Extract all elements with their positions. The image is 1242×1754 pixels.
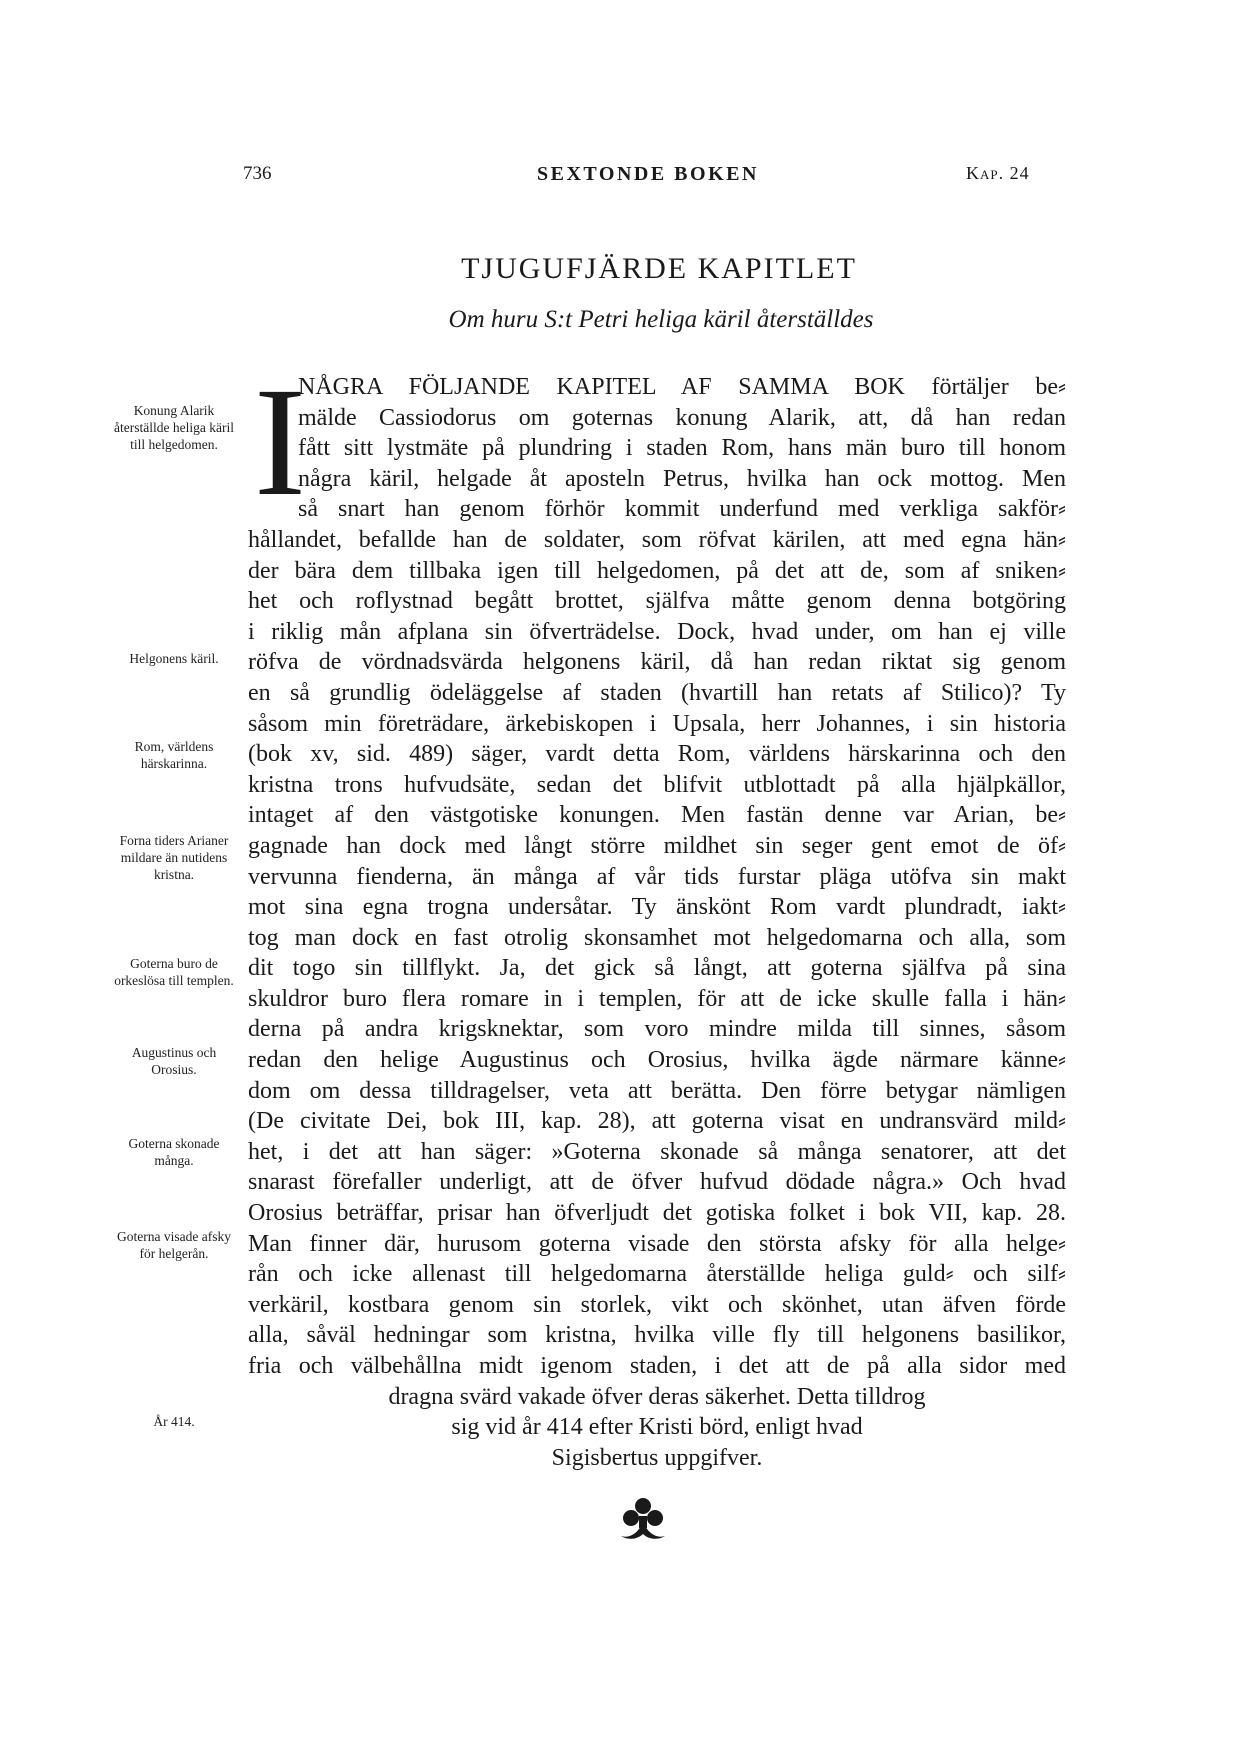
text-line: röfva de vördnadsvärda helgonens käril, då han redan riktat sig genom [248,649,1066,676]
text-line: kristna trons hufvudsäte, sedan det blifvit utblottadt på alla hjälpkällor, [248,771,1066,798]
text-line: snarast förefaller underligt, att de öfver hufvud dödade några.» Och hvad [248,1169,1066,1196]
text-line: het, i det att han säger: »Goterna skonade så många senatorer, att det [248,1138,1066,1165]
margin-note: Forna tiders Arianer mildare än nutidens kristna. [119,833,229,882]
text-line: derna på andra krigsknektar, som voro mindre milda till sinnes, såsom [248,1016,1066,1043]
text-line: het och roflystnad begått brottet, själfva måtte genom denna botgöring [248,588,1066,615]
text-line: en så grundlig ödeläggelse af staden (hvartill han retats af Stilico)? Ty [248,679,1066,706]
text-line: Man finner där, hurusom goterna visade den största afsky för alla helge⸗ [248,1230,1066,1257]
book-title: SEXTONDE BOKEN [537,163,759,185]
text-line: alla, såväl hedningar som kristna, hvilka ville fly till helgonens basilikor, [248,1322,1066,1349]
margin-note: År 414. [153,1414,195,1429]
margin-note: Goterna buro de orkeslösa till templen. [114,956,234,988]
text-line: i riklig mån afplana sin öfverträdelse. Dock, hvad under, om han ej ville [248,618,1066,645]
text-line: såsom min företrädare, ärkebiskopen i Upsala, herr Johannes, i sin historia [248,710,1066,737]
text-line: skuldror buro flera romare in i templen, för att de icke skulle falla i hän⸗ [248,985,1066,1012]
text-line: vervunna fienderna, än många af vår tids furstar pläga utöfva sin makt [248,863,1066,890]
fleuron-ornament-icon [617,1494,669,1546]
text-line: der bära dem tillbaka igen till helgedomen, på det att de, som af sniken⸗ [248,557,1066,584]
text-line: mot sina egna trogna undersåtar. Ty änskönt Rom vardt plundradt, iakt⸗ [248,894,1066,921]
drop-cap: I [254,355,306,528]
text-line: några käril, helgade åt aposteln Petrus, hvilka han ock mottog. Men [298,465,1066,492]
text-line: verkäril, kostbara genom sin storlek, vikt och skönhet, utan äfven förde [248,1291,1066,1318]
text-line: dit togo sin tillflykt. Ja, det gick så långt, att goterna själfva på sina [248,955,1066,982]
text-line: dragna svärd vakade öfver deras säkerhet. Detta tilldrog [388,1383,926,1410]
text-line: hållandet, befallde han de soldater, som röfvat kärilen, att med egna hän⸗ [248,526,1066,553]
running-head [0,163,1242,193]
text-line: Orosius beträffar, prisar han öfverljudt det gotiska folket i bok VII, kap. 28. [248,1200,1066,1227]
margin-note: Helgonens käril. [129,651,219,666]
text-line: tog man dock en fast otrolig skonsamhet mot helgedomarna och alla, som [248,924,1066,951]
text-line: redan den helige Augustinus och Orosius, hvilka ägde närmare känne⸗ [248,1047,1066,1074]
chapter-reference: Kap. 24 [966,163,1030,183]
margin-note: Konung Alarik återställde heliga käril till helgedomen. [114,403,234,452]
text-line: fria och välbehållna midt igenom staden, i det att de på alla sidor med [248,1353,1066,1379]
margin-note: Rom, världens härskarinna. [134,739,214,771]
text-line: rån och icke allenast till helgedomarna återställde heliga guld⸗ och silf⸗ [248,1261,1066,1288]
margin-note: Goterna visade afsky för helgerån. [117,1229,231,1261]
text-line: intaget af den västgotiske konungen. Men fastän denne var Arian, be⸗ [248,802,1066,829]
text-line: (bok xv, sid. 489) säger, vardt detta Rom, världens härskarinna och den [248,741,1066,768]
text-line: fått sitt lystmäte på plundring i staden Rom, hans män buro till honom [298,435,1066,462]
text-line: dom om dessa tilldragelser, veta att berätta. Den förre betygar nämligen [248,1077,1066,1104]
body-text [248,355,1066,1473]
text-line: så snart han genom förhör kommit underfund med verkliga sakför⸗ [298,496,1066,523]
text-line: Sigisbertus uppgifver. [551,1444,763,1471]
text-line: gagnade han dock med långt större mildhet sin seger gent emot de öf⸗ [248,832,1066,859]
chapter-title: TJUGUFJÄRDE KAPITLET [461,252,857,285]
text-line: sig vid år 414 efter Kristi börd, enligt hvad [451,1414,863,1441]
margin-note: Augustinus och Orosius. [131,1045,217,1077]
margin-note: Goterna skonade många. [128,1136,220,1168]
text-line: NÅGRA FÖLJANDE KAPITEL AF SAMMA BOK förtäljer be⸗ [298,374,1066,400]
page-number: 736 [243,163,272,184]
text-line: (De civitate Dei, bok III, kap. 28), att goterna visat en undransvärd mild⸗ [248,1108,1066,1135]
text-line: mälde Cassiodorus om goternas konung Alarik, att, då han redan [298,404,1066,431]
chapter-subtitle: Om huru S:t Petri heliga käril återställdes [448,306,874,333]
